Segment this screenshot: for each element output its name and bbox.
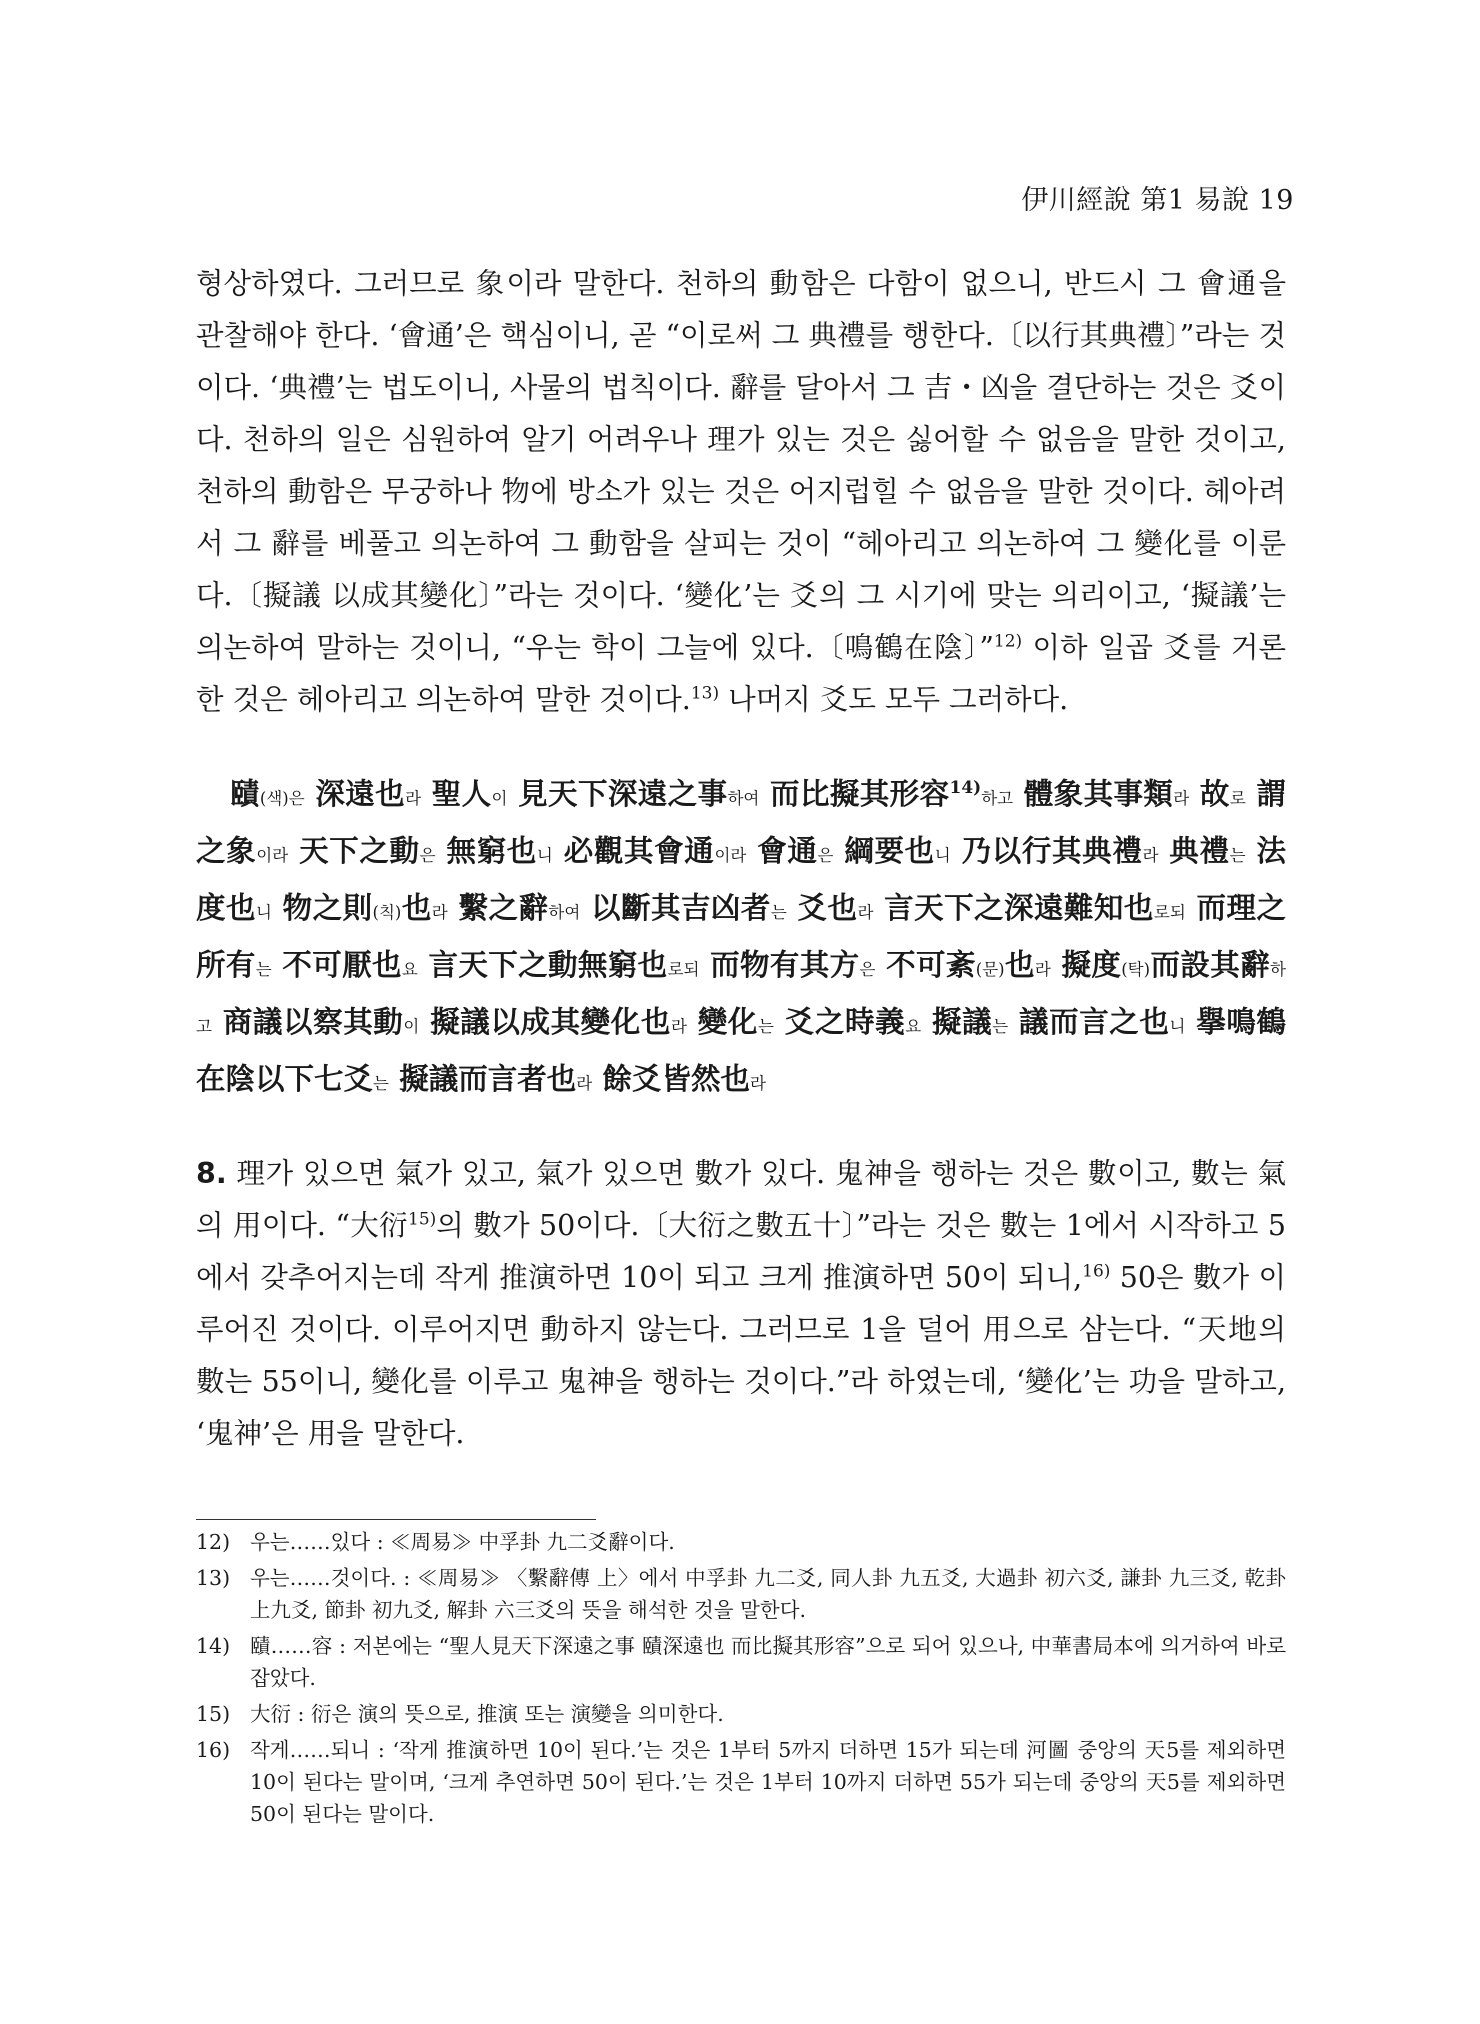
gloss: 라 [1173,789,1190,808]
gloss: 은 [859,960,876,979]
translation-text: 50은 數가 이루어진 것이다. 이루어지면 動하지 않는다. 그러므로 1을 덜어 用으로 삼는다. “天地의 數는 55이니, 變化를 이루고 鬼神을 행하는 것이다.”라 하였는데, ‘變化’는 功을 말하고, ‘鬼神’은 用을 말한다. [196,1261,1286,1450]
footnote-item [196,1698,1286,1730]
footnote-text: 작게……되니 : ‘작게 推演하면 10이 된다.’는 것은 1부터 5까지 더하면 15가 되는데 河圖 중앙의 天5를 제외하면 10이 된다는 말이며, ‘크게 추연하면 50이 된다.’는 것은 1부터 10까지 더하면 55가 되는데 중앙의 天5를 제외하면 50이 된다는 말이다. [250,1738,1286,1826]
gloss: (문) [975,960,1005,979]
gloss: 라 [431,903,448,922]
han-text: 變化 [686,1004,758,1039]
gloss: 하여 [548,903,581,922]
gloss: 이라 [714,846,747,865]
footnote-item [196,1734,1286,1830]
han-text: 而理之所有 [196,890,1286,982]
gloss: 는 [373,1074,389,1093]
han-text: 必觀其會通 [552,833,715,868]
gloss: 하여 [727,789,760,808]
translation-paragraph [196,258,1286,726]
han-text: 餘爻皆然也 [592,1061,750,1096]
gloss: 는 [770,903,787,922]
han-text: 體象其事類 [1013,776,1174,811]
han-text: 言天下之深遠難知也 [873,890,1154,925]
footnote-marker[interactable]: 13) [690,683,720,704]
han-text: 擬議以成其變化也 [419,1004,671,1039]
gloss: 라 [670,1017,687,1036]
gloss: 는 [1229,846,1246,865]
han-text: 深遠也 [304,776,406,811]
han-text: 賾 [230,776,260,811]
gloss: 는 [757,1017,774,1036]
footnote-item [196,1630,1286,1694]
translation-text: 나머지 爻도 모두 그러하다. [719,683,1069,716]
translation-text: 이하 일곱 爻를 거론한 것은 헤아리고 의논하여 말한 것이다. [196,631,1286,716]
gloss: 니 [1169,1017,1186,1036]
gloss: 니 [255,903,272,922]
gloss: 로 [1229,789,1246,808]
footnote-text: 우는……것이다. : ≪周易≫ 〈繫辭傳 上〉에서 中孚卦 九二爻, 同人卦 九五爻, 大過卦 初六爻, 謙卦 九三爻, 乾卦 上九爻, 節卦 初九爻, 解卦 六三爻의 뜻을 해석한 것을 말한다. [250,1566,1286,1622]
gloss: (칙) [372,903,402,922]
han-text: 爻也 [786,890,858,925]
footnote-marker[interactable]: 16) [1082,1261,1111,1282]
footnote-text: 大衍 : 衍은 演의 뜻으로, 推演 또는 演變을 의미한다. [250,1702,724,1726]
gloss: (탁) [1121,960,1151,979]
han-text: 見天下深遠之事 [507,776,728,811]
gloss: 니 [934,846,951,865]
han-text: 擬議而言者也 [388,1061,577,1096]
han-text: 法度也 [196,833,1286,925]
footnote-number: 13) [196,1566,231,1590]
han-text: 爻之時義 [773,1004,906,1039]
gloss: 라 [857,903,874,922]
translation-text: 理가 있으면 氣가 있고, 氣가 있으면 數가 있다. 鬼神을 행하는 것은 數이고, 數는 氣의 用이다. “大衍 [196,1157,1286,1242]
footnote-text: 賾……容 : 저본에는 “聖人見天下深遠之事 賾深遠也 而比擬其形容”으로 되어 있으나, 中華書局本에 의거하여 바로잡았다. [250,1634,1286,1690]
translation-text: 형상하였다. 그러므로 象이라 말한다. 천하의 動함은 다함이 없으니, 반드시 그 會通을 관찰해야 한다. ‘會通’은 핵심이니, 곧 “이로써 그 典禮를 행한다.〔以行其典禮〕”라는 것이다. ‘典禮’는 법도이니, 사물의 법칙이다. 辭를 달아서 그 吉・凶을 결단하는 것은 爻이다. 천하의 일은 심원하여 알기 어려우나 理가 있는 것은 싫어할 수 없음을 말한 것이고, 천하의 動함은 무궁하나 物에 방소가 있는 것은 어지럽힐 수 없음을 말한 것이다. 헤아려서 그 辭를 베풀고 의논하여 그 動함을 살피는 것이 “헤아리고 의논하여 그 變化를 이룬다.〔擬議 以成其變化〕”라는 것이다. ‘變化’는 爻의 그 시기에 맞는 의리이고, ‘擬議’는 의논하여 말하는 것이니, “우는 학이 그늘에 있다.〔鳴鶴在陰〕” [196,267,1286,664]
gloss: 라 [1034,960,1051,979]
han-text: 也 [1004,947,1035,982]
gloss: 라 [749,1074,766,1093]
han-text: 商議以察其動 [211,1004,404,1039]
han-text: 而設其辭 [1150,947,1270,982]
translation-text: 의 數가 50이다.〔大衍之數五十〕”라는 것은 數는 1에서 시작하고 5에서 갖추어지는데 작게 推演하면 10이 되고 크게 推演하면 50이 되니, [196,1209,1287,1294]
han-text: 議而言之也 [1008,1004,1170,1039]
han-text: 聖人 [421,776,492,811]
gloss: 라 [405,789,422,808]
gloss: 요 [401,960,418,979]
footnote-marker[interactable]: 15) [408,1209,437,1230]
gloss: 로되 [1153,903,1186,922]
footnote-text: 우는……있다 : ≪周易≫ 中孚卦 九二爻辭이다. [250,1530,675,1554]
han-text: 繫之辭 [447,890,549,925]
footnote-divider [196,1519,596,1520]
translation-paragraph [196,1148,1286,1460]
gloss: 라 [576,1074,593,1093]
han-text: 無窮也 [435,833,537,868]
han-text: 而物有其方 [699,947,860,982]
han-text: 擬度 [1050,947,1122,982]
gloss: 는 [255,960,272,979]
han-text: 不可厭也 [271,947,402,982]
han-text: 典禮 [1158,833,1230,868]
han-text: 綱要也 [833,833,935,868]
han-text: 言天下之動無窮也 [417,947,668,982]
han-text: 擧鳴鶴在陰以下七爻 [196,1004,1287,1096]
footnote-number: 14) [196,1634,231,1658]
gloss: 로되 [667,960,700,979]
gloss: 니 [536,846,553,865]
gloss: 요 [905,1017,922,1036]
gloss: 이 [491,789,508,808]
gloss: 이라 [256,846,289,865]
footnote-item [196,1562,1286,1626]
running-head: 伊川經說 第1 易說 19 [1021,185,1294,216]
han-text: 擬議 [921,1004,993,1039]
gloss: 하고 [196,960,1286,1036]
han-text: 乃以行其典禮 [950,833,1143,868]
gloss: 이 [403,1017,420,1036]
footnote-marker[interactable]: 14) [949,778,982,799]
han-text: 謂之象 [196,776,1286,868]
original-classical-text [196,768,1286,1110]
footnote-number: 15) [196,1702,231,1726]
han-text: 而比擬其形容 [759,776,950,811]
han-text: 物之則 [271,890,373,925]
footnote-item [196,1526,1286,1558]
gloss: 은 [817,846,834,865]
paragraph-number: 8. [196,1157,227,1190]
han-text: 故 [1189,776,1230,811]
han-text: 會通 [746,833,818,868]
gloss: (색)은 [259,789,305,808]
footnote-number: 16) [196,1738,231,1762]
han-text: 不可紊 [875,947,976,982]
gloss: 하고 [981,789,1014,808]
footnote-number: 12) [196,1530,231,1554]
gloss: 은 [419,846,436,865]
han-text: 也 [401,890,432,925]
footnotes-list [196,1526,1286,1834]
han-text: 以斷其吉凶者 [580,890,771,925]
footnote-marker[interactable]: 12) [993,631,1023,652]
gloss: 라 [1142,846,1159,865]
han-text: 天下之動 [288,833,420,868]
gloss: 는 [992,1017,1009,1036]
